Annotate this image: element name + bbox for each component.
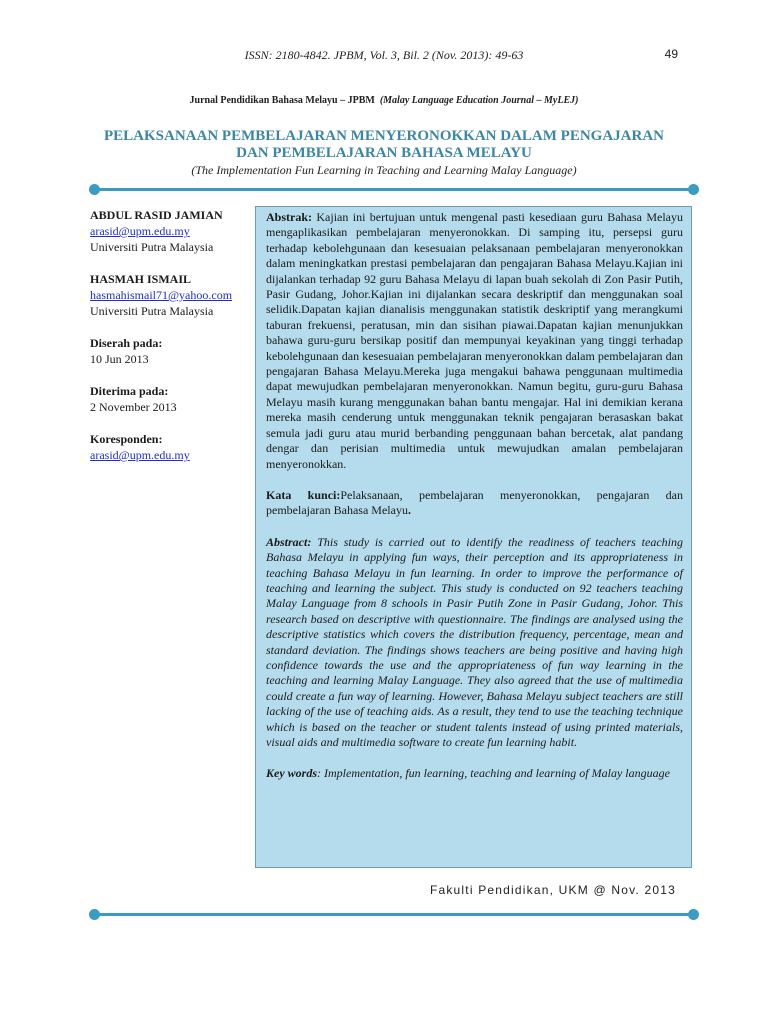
keywords-malay-end: . [407,503,411,518]
author-block [90,207,250,255]
journal-name [0,95,768,106]
abstract-malay [266,210,683,472]
keywords-english-label: Key words [266,766,317,781]
keywords-english [266,766,683,781]
keywords-malay [266,488,683,519]
correspondent-label: Koresponden: [90,432,163,446]
issn-header: ISSN: 2180-4842. JPBM, Vol. 3, Bil. 2 (Nov. 2013): 49-63 [244,48,524,62]
article-title-block [60,128,708,178]
divider-dot-right [688,184,699,195]
bottom-divider [94,913,694,916]
author-name: HASMAH ISMAIL [90,272,192,286]
journal-malay-name: Jurnal Pendidikan Bahasa Melayu – JPBM [189,95,375,106]
author-block [90,271,250,319]
author-email-link[interactable]: arasid@upm.edu.my [90,224,190,238]
abstract-box [255,206,692,868]
received-date: 10 Jun 2013 [90,352,149,366]
divider-dot-left [89,184,100,195]
abstract-english [266,535,683,751]
author-name: ABDUL RASID JAMIAN [90,208,223,222]
abstract-malay-text: Kajian ini bertujuan untuk mengenal pasti kesediaan guru Bahasa Melayu mengaplikasikan pembelajaran menyeronokkan. Di samping itu, persepsi guru terhadap kebolehgunaan dan kesesuaian pelaksanaan pembelajaran menyeronokkan dalam meningkatkan prestasi pembelajaran dan pengajaran Bahasa Melayu.Kajian ini dijalankan terhadap 92 guru Bahasa Melayu di lapan buah sekolah di Zon Pasir Putih, Pasir Gudang, Johor.Kajian ini dijalankan secara deskriptif dan menggunakan soal selidik.Dapatan kajian dianalisis menggunakan statistik deskriptif yang merangkumi taburan frekuensi, peratusan, min dan sisihan piawai.Dapatan kajian menunjukkan bahawa guru-guru bersikap positif dan mempunyai keyakinan yang tinggi terhadap kebolehgunaan dan kesesuaian pembelajaran menyeronokkan dalam pembelajaran dan pengajaran Bahasa Melayu.Mereka juga mengakui bahawa penggunaan multimedia dapat mewujudkan pembelajaran menyeronokkan. Namun begitu, guru-guru Bahasa Melayu masih kurang menggunakan bahan bantu mengajar. Hal ini demikian kerana mereka masih cenderung untuk menggunakan teknik pengajaran berasaskan bakat semula jadi guru atau murid berbanding penggunaan bahan bercetak, alat pandang dengar dan perisian multimedia untuk mewujudkan amalan pembelajaran menyeronokkan. [266,210,683,471]
abstract-english-text: This study is carried out to identify the readiness of teachers teaching Bahasa Melayu in applying fun ways, their perception and its appropriateness in teaching Bahasa Melayu in fun learning. In order to improve the performance of teaching and learning the subject. This study is conducted on 92 teachers teaching Malay Language from 8 schools in Pasir Putih Zone in Pasir Gudang, Johor. This research based on descriptive with questionnaire. The findings are analysed using the descriptive statistics which covers the distribution frequency, percentage, mean and standard deviation. The findings shows teachers are being positive and having high confidence towards the use and the appropriateness of fun way learning in the teaching and learning Malay Language. They also agreed that the use of multimedia could create a fun way of learning. However, Bahasa Melayu subject teachers are still lacking of the use of teaching aids. As a result, they tend to use the teaching technique which is based on the teacher or student talents instead of using printed materials, visual aids and multimedia software to create fun learning habit. [266,534,683,749]
page-number: 49 [664,47,678,61]
keywords-malay-text: Pelaksanaan, pembelajaran menyeronokkan, pengajaran dan pembelajaran Bahasa Melayu [266,487,683,518]
article-title-line1: PELAKSANAAN PEMBELAJARAN MENYERONOKKAN DALAM PENGAJARAN [103,128,664,144]
accepted-date: 2 November 2013 [90,400,177,414]
abstract-malay-label: Abstrak: [266,210,313,224]
accepted-date-block [90,383,250,415]
faculty-footer: Fakulti Pendidikan, UKM @ Nov. 2013 [429,883,676,897]
keywords-english-text: : Implementation, fun learning, teaching and learning of Malay language [317,766,670,781]
keywords-malay-label: Kata kunci: [266,487,341,502]
author-info-column [90,207,250,479]
author-email-link[interactable]: hasmahismail71@yahoo.com [90,288,233,302]
received-date-block [90,335,250,367]
article-subtitle: (The Implementation Fun Learning in Teaching and Learning Malay Language) [191,163,577,177]
correspondent-block [90,431,250,463]
author-affiliation: Universiti Putra Malaysia [90,240,214,254]
article-title-line2: DAN PEMBELAJARAN BAHASA MELAYU [236,145,532,161]
top-divider [94,188,694,191]
abstract-english-label: Abstract: [266,534,312,549]
received-label: Diserah pada: [90,336,163,350]
divider-dot-right [688,909,699,920]
author-affiliation: Universiti Putra Malaysia [90,304,214,318]
accepted-label: Diterima pada: [90,384,169,398]
correspondent-email-link[interactable]: arasid@upm.edu.my [90,448,190,462]
journal-english-name: (Malay Language Education Journal – MyLEJ) [379,95,579,106]
divider-dot-left [89,909,100,920]
